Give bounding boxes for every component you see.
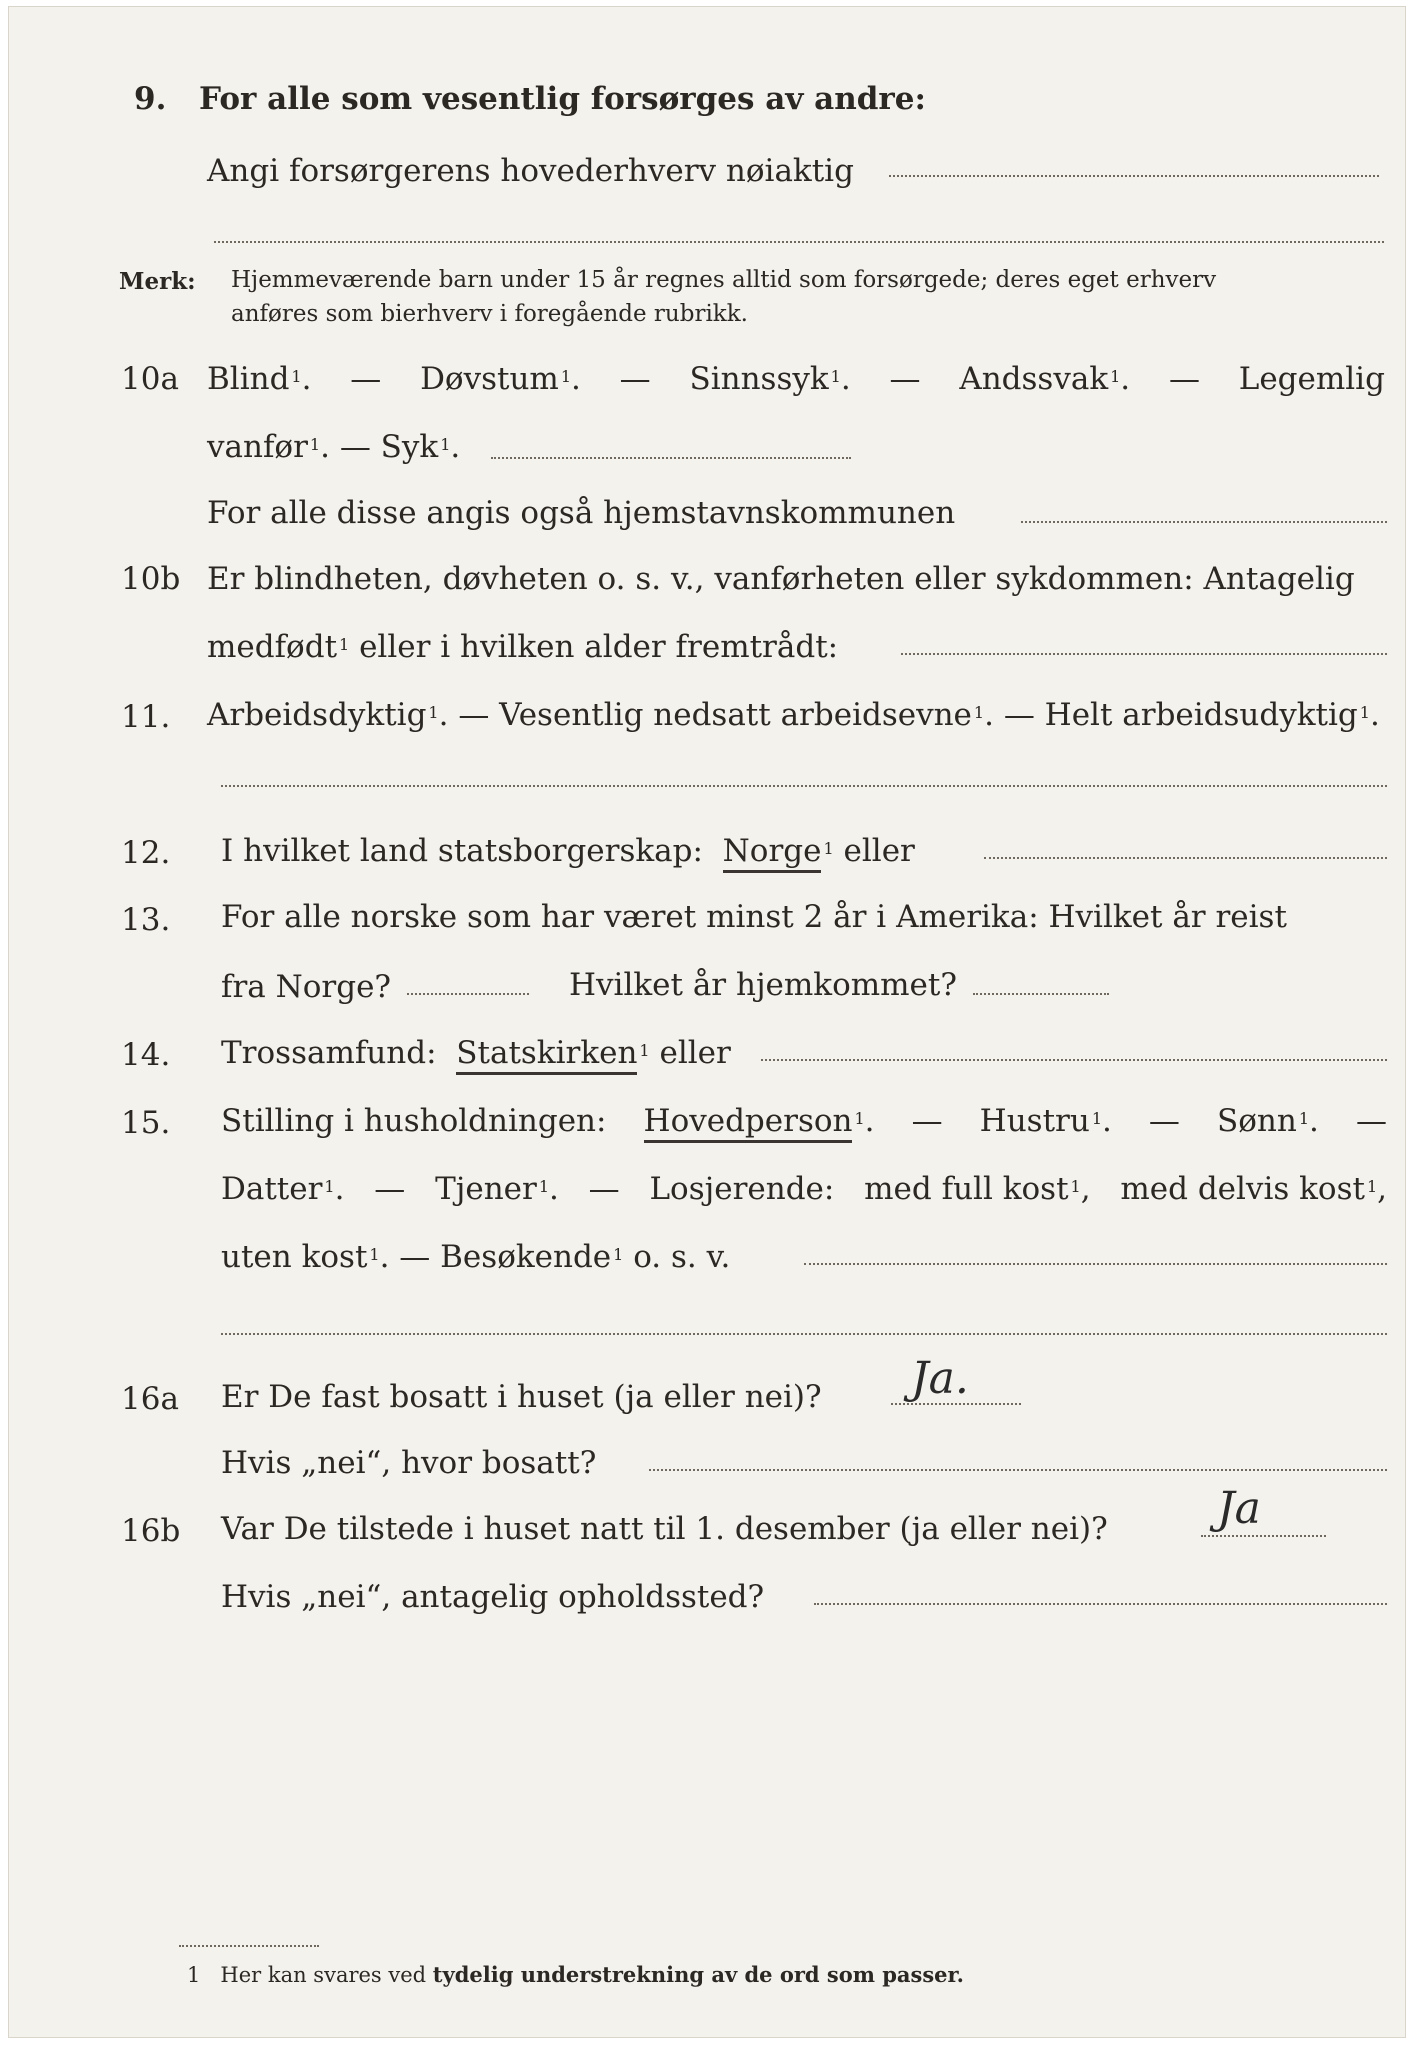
q9-number: 9. [134,81,167,117]
option-udyktig[interactable]: Helt arbeidsudyktig [1044,697,1358,733]
q16b-question: Var De tilstede i huset natt til 1. desember (ja eller nei)? [221,1511,1108,1547]
merk-line-1: Hjemmeværende barn under 15 år regnes alltid som forsørgede; deres eget erhverv [231,267,1217,293]
option-datter[interactable]: Datter [221,1171,323,1207]
q12-number: 12. [121,835,171,871]
option-sonn[interactable]: Sønn [1216,1103,1297,1139]
q12-line: I hvilket land statsborgerskap: Norge $^1$ eller [221,831,915,871]
q16b-hvis-nei: Hvis „nei“, antagelig opholdssted? [221,1579,765,1615]
option-statskirken[interactable]: Statskirken [456,1035,637,1075]
q10a-line-1: Blind $^1$. — Døvstum $^1$. — Sinnssyk $^1$. — Andssvak $^1$. — Legemlig [207,361,1385,397]
option-andssvak[interactable]: Andssvak [959,361,1109,397]
footnote-mark: 1 [187,1963,201,1987]
option-dovstum[interactable]: Døvstum [420,361,559,397]
q16a-bosatt-answer-line[interactable] [649,1469,1387,1471]
option-hovedperson[interactable]: Hovedperson [644,1103,853,1143]
q12-answer-line[interactable] [984,857,1387,859]
q13-reist-answer-line[interactable] [407,993,529,995]
q10a-line-2: vanfør $^1$. — Syk $^1$. [207,429,461,465]
merk-label: Merk: [119,268,196,295]
q9-title: For alle som vesentlig forsørges av andre: [199,81,926,117]
q16b-number: 16b [121,1513,181,1549]
option-medfodt[interactable]: medfødt [207,629,338,665]
q16a-hvis-nei: Hvis „nei“, hvor bosatt? [221,1445,597,1481]
option-arbeidsdyktig[interactable]: Arbeidsdyktig [207,697,427,733]
q13-line-1: For alle norske som har været minst 2 år i Amerika: Hvilket år reist [221,899,1287,935]
q16a-handwritten-answer[interactable]: Ja. [911,1353,969,1404]
q16b-opholdssted-answer-line[interactable] [814,1603,1387,1605]
q14-line: Trossamfund: Statskirken $^1$ eller [221,1033,731,1073]
option-full-kost[interactable]: med full kost [864,1171,1069,1207]
q16b-handwritten-answer[interactable]: Ja [1217,1483,1261,1534]
q13-fra-norge: fra Norge? [221,969,392,1005]
q14-number: 14. [121,1037,171,1073]
option-norge[interactable]: Norge [723,833,822,873]
q11-line: Arbeidsdyktig $^1$. — Vesentlig nedsatt arbeidsevne $^1$. — Helt arbeidsudyktig $^1$. [207,697,1380,733]
q15-line-3: uten kost $^1$. — Besøkende $^1$ o. s. v. [221,1239,731,1275]
q10a-answer-line[interactable] [491,457,851,459]
q11-number: 11. [121,699,171,735]
q11-answer-line[interactable] [221,785,1387,787]
q16b-answer-line[interactable] [1201,1535,1326,1537]
q9-answer-line-2[interactable] [214,241,1384,243]
q15-line-1: Stilling i husholdningen: Hovedperson $^1$. — Hustru $^1$. — Sønn $^1$. — [221,1101,1387,1141]
q10b-line-1: Er blindheten, døvheten o. s. v., vanførheten eller sykdommen: Antagelig [207,561,1355,597]
footnote-text-b: tydelig understrekning av de ord som passer. [432,1962,964,1987]
q9-answer-line[interactable] [889,175,1379,177]
option-blind[interactable]: Blind [207,361,290,397]
option-uten-kost[interactable]: uten kost [221,1239,368,1275]
option-tjener[interactable]: Tjener [435,1171,537,1207]
q16a-number: 16a [121,1381,179,1417]
q15-line-2: Datter $^1$. — Tjener $^1$. — Losjerende: med full kost $^1$, med delvis kost $^1$, [221,1171,1387,1207]
option-vanfor[interactable]: vanfør [207,429,308,465]
q10a-number: 10a [121,361,179,397]
footnote-text-a: Her kan svares ved [220,1963,433,1987]
option-hustru[interactable]: Hustru [979,1103,1090,1139]
census-form-page [8,6,1406,2038]
hjemstavn-answer-line[interactable] [1021,521,1387,523]
footnote-rule [179,1945,319,1947]
option-nedsatt[interactable]: Vesentlig nedsatt arbeidsevne [499,697,972,733]
q15-answer-line[interactable] [804,1263,1387,1265]
option-sinnssyk[interactable]: Sinnssyk [689,361,829,397]
q13-number: 13. [121,902,171,938]
footnote [187,1961,964,1989]
q10b-line-2: medfødt $^1$ eller i hvilken alder fremtrådt: [207,629,839,665]
q13-hjemkommet-answer-line[interactable] [973,993,1109,995]
q13-hjemkommet: Hvilket år hjemkommet? [569,967,957,1003]
q10b-answer-line[interactable] [901,653,1387,655]
q10a-hjemstavn: For alle disse angis også hjemstavnskommunen [207,495,956,531]
merk-line-2: anføres som bierhverv i foregående rubrikk. [231,301,748,327]
q15-number: 15. [121,1105,171,1141]
option-delvis-kost[interactable]: med delvis kost [1120,1171,1365,1207]
option-legemlig[interactable]: Legemlig [1238,361,1385,397]
option-syk[interactable]: Syk [380,429,439,465]
q14-answer-line[interactable] [761,1059,1387,1061]
q10b-number: 10b [121,561,181,597]
option-besokende[interactable]: Besøkende [440,1239,612,1275]
q16a-question: Er De fast bosatt i huset (ja eller nei)? [221,1379,822,1415]
q15-answer-line-2[interactable] [221,1333,1387,1335]
q9-prompt: Angi forsørgerens hovederhverv nøiaktig [207,153,854,189]
